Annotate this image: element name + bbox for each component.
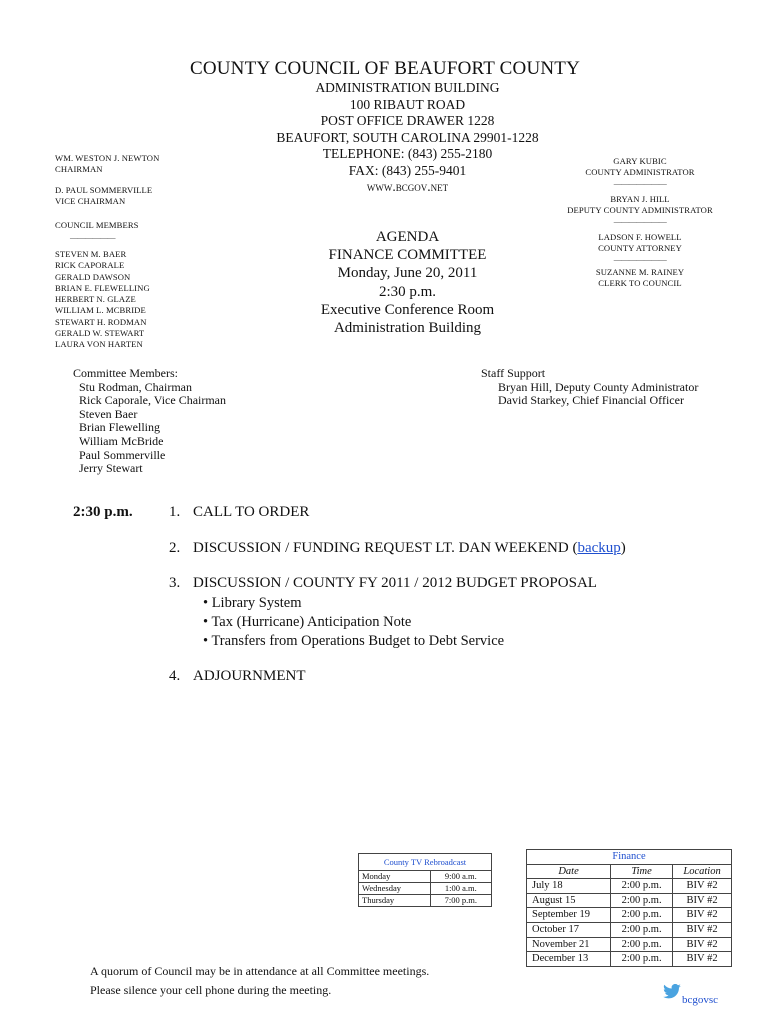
divider: ——————— [613, 178, 667, 188]
council-member: STEVEN M. BAER [55, 249, 127, 259]
committee-member: Jerry Stewart [79, 461, 143, 476]
quorum-note: A quorum of Council may be in attendance at all Committee meetings. [90, 964, 430, 978]
bullet-item: • Tax (Hurricane) Anticipation Note [203, 614, 412, 630]
item-number: 1. [169, 504, 181, 520]
table-row [527, 893, 732, 908]
council-member: RICK CAPORALE [55, 260, 125, 271]
item-number: 3. [169, 575, 181, 591]
address-line: 100 RIBAUT ROAD [349, 96, 466, 112]
meeting-time: 2:30 p.m. [378, 283, 437, 300]
agenda-item [169, 504, 729, 524]
bullet-text: Transfers from Operations Budget to Debt Service [211, 633, 505, 649]
meeting-room: Executive Conference Room [320, 301, 495, 318]
backup-link[interactable]: backup [577, 540, 621, 556]
committee-member: William McBride [79, 433, 164, 448]
website-line: www.bcgov.net [366, 179, 449, 194]
item-text-part: ) [620, 540, 626, 556]
clerk-title: CLERK TO COUNCIL [598, 278, 682, 289]
table-cell: 2:00 p.m. [611, 922, 673, 937]
item-number: 4. [169, 668, 181, 684]
twitter-bird-icon[interactable] [662, 984, 682, 1005]
table-cell: BIV #2 [673, 893, 732, 908]
phone-line: TELEPHONE: (843) 255-2180 [322, 146, 493, 161]
column-header: Date [527, 864, 611, 879]
table-cell: Thursday [359, 895, 431, 907]
staff-heading: Staff Support [481, 366, 546, 380]
table-cell: September 19 [527, 908, 611, 923]
council-members-list [55, 249, 150, 351]
table-cell: BIV #2 [673, 908, 732, 923]
committee-member: Paul Sommerville [79, 447, 166, 462]
council-divider: —————— [70, 233, 115, 242]
chairman-block [55, 153, 159, 176]
table-cell: July 18 [527, 879, 611, 894]
deputy-name: BRYAN J. HILL [610, 194, 670, 204]
table-cell: October 17 [527, 922, 611, 937]
divider: ——————— [613, 216, 667, 226]
attorney-name: LADSON F. HOWELL [598, 232, 682, 242]
table-cell: Wednesday [359, 883, 431, 895]
table-row [359, 871, 492, 883]
table-row [527, 879, 732, 894]
chairman-name: WM. WESTON J. NEWTON [55, 153, 160, 163]
council-member: LAURA VON HARTEN [55, 339, 143, 350]
agenda-block [240, 228, 575, 337]
address-block [200, 80, 615, 196]
item-number: 2. [169, 540, 181, 556]
tv-rebroadcast-table [358, 853, 492, 907]
cell-phone-note: Please silence your cell phone during the meeting. [90, 983, 332, 997]
agenda-time-label: 2:30 p.m. [73, 504, 133, 520]
table-cell: BIV #2 [673, 922, 732, 937]
table-header-row [527, 864, 732, 879]
committee-name: FINANCE COMMITTEE [328, 247, 487, 264]
table-row [359, 895, 492, 907]
address-line: ADMINISTRATION BUILDING [315, 80, 500, 95]
bullet-text: Tax (Hurricane) Anticipation Note [211, 614, 412, 630]
committee-members [73, 367, 226, 476]
clerk-name: SUZANNE M. RAINEY [595, 267, 685, 277]
column-header: Location [673, 864, 732, 879]
staff-member: David Starkey, Chief Financial Officer [498, 393, 684, 408]
committee-heading: Committee Members: [73, 366, 178, 380]
agenda-item [169, 540, 729, 560]
committee-member: Stu Rodman, Chairman [79, 379, 192, 394]
agenda-heading: AGENDA [375, 229, 440, 245]
table-cell: November 21 [527, 937, 611, 952]
table-cell: 2:00 p.m. [611, 908, 673, 923]
item-text: CALL TO ORDER [193, 504, 310, 520]
table-cell: 1:00 a.m. [430, 883, 491, 895]
item-text: ADJOURNMENT [193, 668, 306, 684]
committee-member: Brian Flewelling [79, 420, 160, 435]
council-member: HERBERT N. GLAZE [55, 294, 136, 305]
administrator-name: GARY KUBIC [613, 156, 667, 166]
deputy-block [555, 194, 725, 226]
social-handle-link[interactable]: bcgovsc [682, 994, 719, 1006]
council-member: GERALD W. STEWART [55, 328, 145, 339]
table-cell: 7:00 p.m. [430, 895, 491, 907]
chairman-title: CHAIRMAN [55, 164, 103, 175]
staff-member: Bryan Hill, Deputy County Administrator [498, 379, 699, 394]
item-text-part: DISCUSSION / FUNDING REQUEST LT. DAN WEEKEND ( [193, 540, 578, 556]
meeting-date: Monday, June 20, 2011 [337, 265, 478, 282]
attorney-title: COUNTY ATTORNEY [598, 243, 682, 254]
divider: ——————— [613, 254, 667, 264]
meeting-building: Administration Building [333, 320, 482, 337]
table-cell: August 15 [527, 893, 611, 908]
agenda-item [169, 575, 729, 595]
table-row [527, 937, 732, 952]
item-text: DISCUSSION / COUNTY FY 2011 / 2012 BUDGET PROPOSAL [193, 575, 597, 591]
vice-chairman-title: VICE CHAIRMAN [55, 196, 126, 207]
finance-schedule-table [526, 849, 732, 967]
table-cell: 2:00 p.m. [611, 937, 673, 952]
administrator-title: COUNTY ADMINISTRATOR [585, 167, 695, 178]
table-cell: 2:00 p.m. [611, 952, 673, 967]
page-title: COUNTY COUNCIL OF BEAUFORT COUNTY [189, 58, 581, 79]
deputy-title: DEPUTY COUNTY ADMINISTRATOR [567, 205, 713, 216]
vice-chairman-block [55, 185, 152, 208]
committee-member: Rick Caporale, Vice Chairman [79, 393, 227, 408]
table-cell: Monday [359, 871, 431, 883]
administrator-block [560, 156, 720, 188]
committee-member: Steven Baer [79, 406, 138, 421]
bullet-text: Library System [211, 595, 302, 611]
council-member: GERALD DAWSON [55, 271, 131, 282]
tv-table-title: County TV Rebroadcast [359, 854, 492, 871]
council-member: BRIAN E. FLEWELLING [55, 282, 150, 293]
table-row [527, 952, 732, 967]
item-text [193, 540, 626, 557]
clerk-block [560, 267, 720, 290]
vice-chairman-name: D. PAUL SOMMERVILLE [55, 185, 153, 195]
table-row [527, 908, 732, 923]
table-row [359, 883, 492, 895]
table-cell: 2:00 p.m. [611, 879, 673, 894]
table-cell: 2:00 p.m. [611, 893, 673, 908]
table-cell: BIV #2 [673, 952, 732, 967]
table-row [527, 922, 732, 937]
table-cell: BIV #2 [673, 937, 732, 952]
column-header: Time [611, 864, 673, 879]
council-heading: COUNCIL MEMBERS [55, 220, 139, 230]
attorney-block [560, 232, 720, 264]
council-member: WILLIAM L. MCBRIDE [55, 305, 146, 316]
finance-table-title: Finance [527, 850, 732, 865]
fax-line: FAX: (843) 255-9401 [348, 162, 467, 178]
address-line: BEAUFORT, SOUTH CAROLINA 29901-1228 [276, 129, 539, 145]
address-line: POST OFFICE DRAWER 1228 [320, 113, 495, 128]
bullet-item: • Library System [203, 595, 302, 611]
table-cell: 9:00 a.m. [430, 871, 491, 883]
table-cell: December 13 [527, 952, 611, 967]
agenda-item [169, 668, 729, 688]
bullet-item: • Transfers from Operations Budget to Debt Service [203, 633, 505, 649]
table-cell: BIV #2 [673, 879, 732, 894]
staff-support [481, 367, 698, 408]
council-member: STEWART H. RODMAN [55, 316, 147, 327]
